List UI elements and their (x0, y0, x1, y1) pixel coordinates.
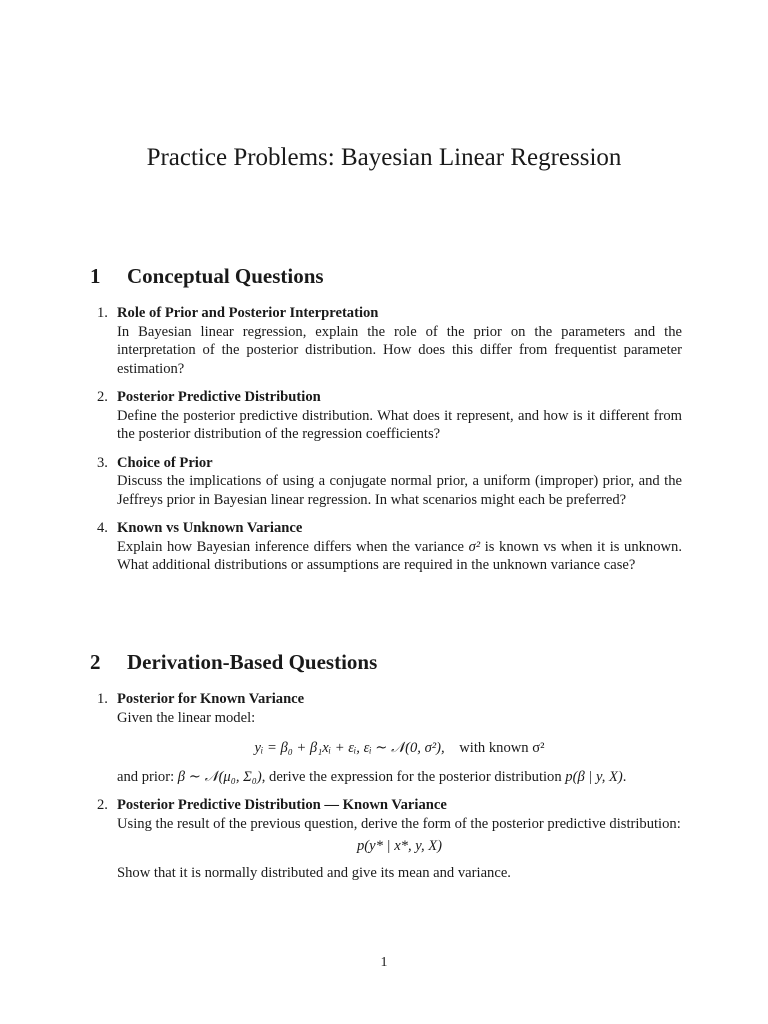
item-body: Given the linear model: (117, 709, 256, 726)
section-heading-2 (90, 650, 690, 675)
equation-note: with known σ² (459, 740, 545, 756)
item-heading: Posterior Predictive Distribution — Known Variance (117, 797, 447, 813)
body-text: and prior: (117, 768, 178, 785)
item-body (117, 768, 682, 787)
item-heading: Role of Prior and Posterior Interpretation (117, 305, 379, 321)
section-number: 1 (90, 264, 101, 288)
body-text: Explain how Bayesian inference differs when the variance (117, 538, 469, 555)
list-item (92, 519, 682, 575)
item-body: Define the posterior predictive distribution. What does it represent, and how is it different from the posterior distribution of the regression coefficients? (117, 407, 682, 442)
section-number: 2 (90, 650, 101, 674)
equation-math: yᵢ = β₀ + β₁xᵢ + εᵢ, εᵢ ∼ 𝒩(0, σ²), (254, 740, 445, 756)
body-text: . (622, 768, 627, 785)
page-number: 1 (380, 955, 388, 970)
section-heading-1 (90, 264, 690, 289)
item-number: 2. (97, 797, 108, 813)
item-body (117, 538, 682, 575)
item-body: Discuss the implications of using a conjugate normal prior, a uniform (improper) prior, and the Jeffreys prior in Bayesian linear regression. In what scenarios might each be preferred? (117, 473, 682, 508)
inline-math: σ² (468, 538, 481, 555)
body-text: is known vs when it is unknown. What additional distributions or assumptions are required in the unknown variance case? (117, 538, 682, 573)
section-title: Conceptual Questions (127, 264, 324, 288)
item-number: 3. (97, 454, 108, 471)
inline-math: p(β | y, X) (565, 768, 623, 785)
item-heading: Choice of Prior (117, 454, 213, 471)
list-item (92, 454, 682, 510)
inline-math: β ∼ 𝒩(μ₀, Σ₀) (177, 768, 262, 785)
item-number: 4. (97, 520, 108, 536)
display-equation (117, 837, 682, 856)
list-item (92, 388, 682, 444)
item-number: 1. (97, 305, 108, 321)
equation-math: p(y* | x*, y, X) (356, 838, 443, 854)
body-text: , derive the expression for the posterior distribution (261, 768, 566, 785)
display-equation (117, 739, 682, 758)
item-body: Using the result of the previous question, derive the form of the posterior predictive distribution: (117, 815, 681, 832)
list-item (92, 304, 682, 378)
list-item (92, 796, 682, 882)
item-heading: Posterior for Known Variance (117, 691, 305, 707)
section-title: Derivation-Based Questions (127, 650, 378, 674)
item-body: Show that it is normally distributed and give its mean and variance. (117, 864, 511, 881)
item-number: 1. (97, 691, 108, 707)
list-item (92, 690, 682, 786)
section-1-list (92, 304, 682, 585)
item-heading: Posterior Predictive Distribution (117, 389, 321, 405)
section-2-list (92, 690, 682, 892)
item-body: In Bayesian linear regression, explain the role of the prior on the parameters and the interpretation of the posterior distribution. How does this differ from frequentist parameter estimation? (117, 323, 682, 377)
document-title: Practice Problems: Bayesian Linear Regression (146, 144, 622, 171)
item-heading: Known vs Unknown Variance (117, 520, 303, 536)
item-number: 2. (97, 389, 108, 405)
